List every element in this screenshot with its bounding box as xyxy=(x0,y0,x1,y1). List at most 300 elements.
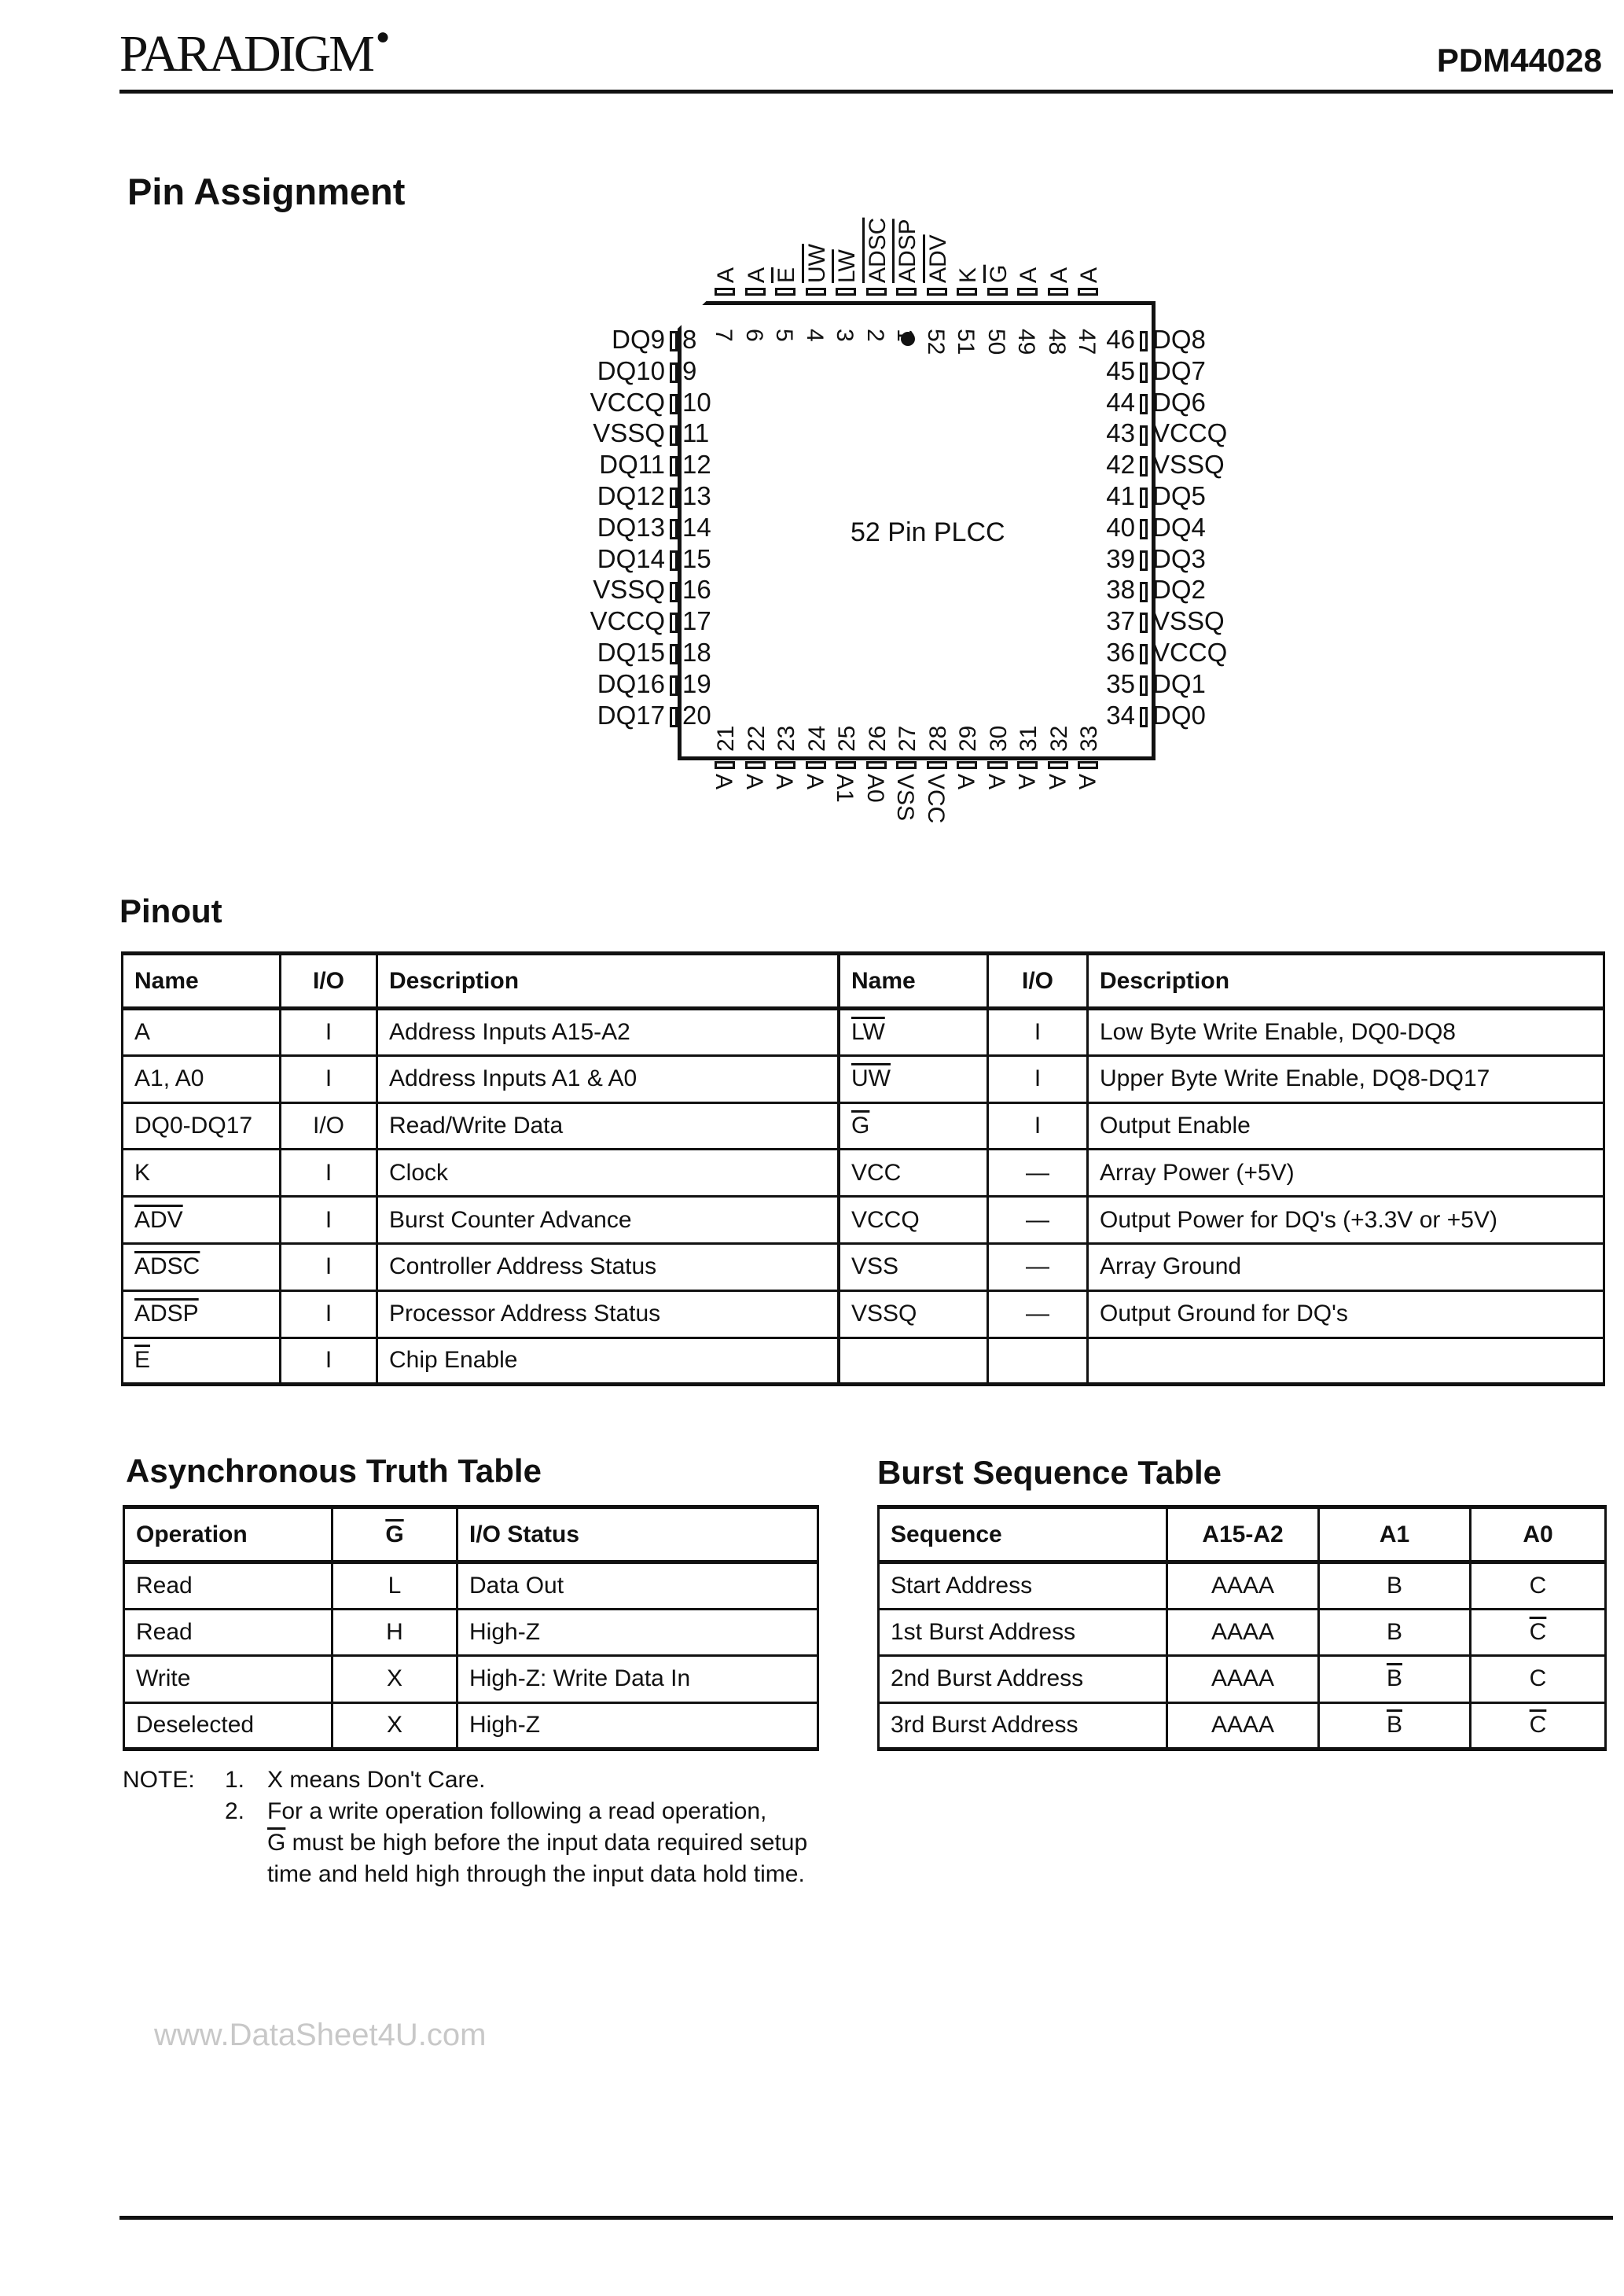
footer-divider xyxy=(119,2216,1613,2220)
pin-42 xyxy=(1100,449,1225,480)
io-cell: I xyxy=(281,1243,377,1290)
pin-number: 44 xyxy=(1106,387,1135,417)
pin-name: DQ12 xyxy=(597,481,665,510)
io-cell: I xyxy=(281,1197,377,1244)
note-line: For a write operation following a read operation, xyxy=(267,1798,767,1824)
pin-12 xyxy=(580,449,717,480)
brand-logo xyxy=(119,24,388,83)
pin-name: DQ2 xyxy=(1152,575,1206,605)
table-row xyxy=(123,1009,839,1056)
description-cell: Output Power for DQ's (+3.3V or +5V) xyxy=(1088,1197,1604,1244)
pin-16 xyxy=(580,574,717,605)
pin-number: 8 xyxy=(682,325,697,354)
pin-number: 15 xyxy=(682,543,711,573)
note-text xyxy=(267,1796,807,1890)
pin-pad-icon xyxy=(866,288,887,296)
pin-number: 13 xyxy=(682,481,711,510)
io-cell: I xyxy=(281,1009,377,1056)
operation-cell: Read xyxy=(124,1609,333,1656)
pin-name: $\overline{G}$ xyxy=(985,264,1012,283)
a15-a2-cell: AAAA xyxy=(1167,1609,1319,1656)
pin-pad-icon xyxy=(1140,425,1148,446)
pin-pad-icon xyxy=(1140,519,1148,539)
pin-name: A xyxy=(743,267,770,283)
col-header-g xyxy=(333,1507,457,1562)
pin-number: 35 xyxy=(1106,668,1135,698)
a1-cell xyxy=(1319,1702,1471,1750)
pin-pad-icon xyxy=(836,288,856,296)
pin-name-cell xyxy=(840,1243,988,1290)
pin-number: 19 xyxy=(682,668,711,698)
pin-pad-icon xyxy=(927,761,947,769)
pin-number: 30 xyxy=(985,725,1012,752)
notes-block xyxy=(123,1764,807,1890)
g-cell: H xyxy=(333,1609,457,1656)
pin-pad-icon xyxy=(1048,288,1068,296)
pin-name: A xyxy=(801,774,828,790)
pin-name: DQ16 xyxy=(597,668,665,698)
empty-cell xyxy=(840,1337,988,1385)
pin-number: 2 xyxy=(862,329,888,342)
pin-name: $\overline{ADV}$ xyxy=(134,1206,183,1233)
pin-name-cell xyxy=(123,1102,281,1150)
pin-number: 11 xyxy=(682,418,710,448)
empty-cell xyxy=(988,1337,1088,1385)
table-row xyxy=(124,1656,818,1703)
pin-35 xyxy=(1100,668,1206,700)
notes-label: NOTE: xyxy=(123,1767,195,1793)
pin-name-cell xyxy=(840,1055,988,1102)
pin-pad-icon xyxy=(1140,362,1148,383)
pin-name: A xyxy=(1043,774,1070,790)
description-cell: Address Inputs A15-A2 xyxy=(377,1009,839,1056)
a0-cell xyxy=(1471,1609,1606,1656)
pin-name: VSS xyxy=(892,774,918,822)
pin-37 xyxy=(1100,605,1225,637)
description-cell: Processor Address Status xyxy=(377,1290,839,1337)
pinout-table-left xyxy=(121,951,840,1386)
burst-sequence-table-title: Burst Sequence Table xyxy=(877,1454,1222,1491)
pin-number: 51 xyxy=(953,329,979,355)
a0-value: C xyxy=(1529,1665,1547,1692)
io-cell: — xyxy=(988,1243,1088,1290)
pin-name: DQ9 xyxy=(612,325,665,354)
pin-name: A xyxy=(1076,267,1102,283)
pin-number: 21 xyxy=(713,725,739,752)
pin-name: DQ4 xyxy=(1152,512,1206,542)
pin-number: 12 xyxy=(682,450,711,480)
pin-number: 10 xyxy=(682,387,711,417)
io-cell: I xyxy=(281,1290,377,1337)
pin-pad-icon xyxy=(987,288,1008,296)
io-cell: I xyxy=(281,1337,377,1385)
pin-name-cell xyxy=(840,1150,988,1197)
sequence-cell: Start Address xyxy=(879,1562,1167,1610)
io-cell: I xyxy=(988,1102,1088,1150)
pin-pad-icon xyxy=(1017,288,1038,296)
a1-value: $\overline{B}$ xyxy=(1386,1712,1402,1739)
package-label: 52 Pin PLCC xyxy=(851,517,1005,547)
pin-pad-icon xyxy=(670,644,678,664)
pin-name: $\overline{E}$ xyxy=(773,267,799,283)
a15-a2-cell: AAAA xyxy=(1167,1562,1319,1610)
pin-pad-icon xyxy=(670,675,678,696)
g-cell: X xyxy=(333,1702,457,1750)
a0-cell xyxy=(1471,1562,1606,1610)
io-cell: — xyxy=(988,1197,1088,1244)
pin-name: ADSP xyxy=(895,219,920,283)
pin-number: 32 xyxy=(1045,725,1072,752)
pin-name: VSS xyxy=(851,1253,899,1280)
pin-pad-icon xyxy=(836,761,856,769)
pin-pad-icon xyxy=(1140,675,1148,696)
table-row xyxy=(123,1290,839,1337)
pin-name-cell xyxy=(123,1009,281,1056)
pin-name-cell xyxy=(123,1243,281,1290)
pin-name: VSSQ xyxy=(593,418,665,448)
a15-a2-cell: AAAA xyxy=(1167,1656,1319,1703)
pin-number: 9 xyxy=(682,355,697,385)
g-bar-label: $\overline{G}$ xyxy=(385,1521,404,1547)
pin-number: 14 xyxy=(682,512,711,542)
pin-pad-icon xyxy=(1140,613,1148,633)
operation-cell: Write xyxy=(124,1656,333,1703)
pin-name: VCCQ xyxy=(590,606,665,636)
table-row xyxy=(879,1609,1606,1656)
io-cell: I xyxy=(988,1009,1088,1056)
table-row xyxy=(840,1197,1604,1244)
pin-number: 16 xyxy=(682,575,711,605)
a1-cell xyxy=(1319,1609,1471,1656)
pin-pad-icon xyxy=(957,761,977,769)
description-cell: Chip Enable xyxy=(377,1337,839,1385)
pin-number: 23 xyxy=(773,725,799,752)
col-header-a1: A1 xyxy=(1319,1507,1471,1562)
pin-number: 34 xyxy=(1106,700,1135,730)
pin-13 xyxy=(580,480,717,512)
table-row xyxy=(840,1102,1604,1150)
pin-34 xyxy=(1100,700,1206,731)
pin-number: 24 xyxy=(803,725,830,752)
watermark-text: www.DataSheet4U.com xyxy=(154,2018,487,2052)
description-cell: Array Ground xyxy=(1088,1243,1604,1290)
table-row xyxy=(840,1290,1604,1337)
pin-name: VSSQ xyxy=(1152,450,1225,480)
col-header-io: I/O xyxy=(281,954,377,1009)
pin-8 xyxy=(580,324,717,355)
note-text: X means Don't Care. xyxy=(267,1767,486,1793)
pin-39 xyxy=(1100,543,1206,575)
table-row xyxy=(879,1562,1606,1610)
pin-name: VSSQ xyxy=(1152,606,1225,636)
pin-name: A1, A0 xyxy=(134,1065,204,1092)
pin-number: 50 xyxy=(983,329,1009,355)
pin-number: 22 xyxy=(743,725,770,752)
table-row xyxy=(124,1609,818,1656)
pin-15 xyxy=(580,543,717,575)
pin-number: 49 xyxy=(1013,329,1039,355)
pin-number: 1 xyxy=(892,329,918,342)
pin-41 xyxy=(1100,480,1206,512)
pin-number: 36 xyxy=(1106,638,1135,667)
pin-name: DQ14 xyxy=(597,543,665,573)
pin-18 xyxy=(580,637,717,668)
pin-pad-icon xyxy=(745,288,766,296)
a0-cell xyxy=(1471,1656,1606,1703)
table-row xyxy=(123,1337,839,1385)
pin-pad-icon xyxy=(1140,707,1148,727)
pin-pad-icon xyxy=(715,288,735,296)
pin-pad-icon xyxy=(670,519,678,539)
async-truth-table xyxy=(123,1505,819,1751)
pin-number: 17 xyxy=(682,606,711,636)
part-number: PDM44028 xyxy=(1436,42,1602,79)
table-row xyxy=(123,1150,839,1197)
pin-number: 43 xyxy=(1106,418,1135,448)
g-bar-label: $\overline{G}$ xyxy=(267,1830,286,1856)
pin-number: 27 xyxy=(895,725,920,752)
pin-pad-icon xyxy=(957,288,977,296)
burst-sequence-table xyxy=(877,1505,1607,1751)
col-header-a0: A0 xyxy=(1471,1507,1606,1562)
table-row xyxy=(879,1702,1606,1750)
pin-pad-icon xyxy=(896,761,917,769)
col-header-io: I/O xyxy=(988,954,1088,1009)
pin-pad-icon xyxy=(1140,644,1148,664)
pin-10 xyxy=(580,387,717,418)
pin-name: DQ7 xyxy=(1152,355,1206,385)
pin-name: VCC xyxy=(851,1159,902,1186)
pin-name: DQ15 xyxy=(597,638,665,667)
pin-pad-icon xyxy=(806,288,826,296)
pin-number: 39 xyxy=(1106,543,1135,573)
pin-name: $\overline{LW}$ xyxy=(851,1018,885,1045)
pin-pad-icon xyxy=(1140,456,1148,476)
pin-pad-icon xyxy=(1078,761,1098,769)
pinout-title: Pinout xyxy=(119,892,222,929)
pin-pad-icon xyxy=(670,707,678,727)
note-number: 2. xyxy=(225,1798,245,1824)
description-cell: Upper Byte Write Enable, DQ8-DQ17 xyxy=(1088,1055,1604,1102)
operation-cell: Deselected xyxy=(124,1702,333,1750)
pin-pad-icon xyxy=(1078,288,1098,296)
pin-name: A xyxy=(1016,267,1042,283)
table-row xyxy=(840,1009,1604,1056)
pin-pad-icon xyxy=(670,582,678,602)
description-cell: Read/Write Data xyxy=(377,1102,839,1150)
empty-cell xyxy=(1088,1337,1604,1385)
pin-number: 52 xyxy=(922,329,949,355)
pin-pad-icon xyxy=(670,362,678,383)
pin-name: VCC xyxy=(922,774,949,824)
header-divider xyxy=(119,90,1613,94)
col-header-name: Name xyxy=(840,954,988,1009)
pin-name-cell xyxy=(123,1197,281,1244)
pin-pad-icon xyxy=(1048,761,1068,769)
pin-pad-icon xyxy=(1140,582,1148,602)
pin-number: 45 xyxy=(1106,355,1135,385)
pin-19 xyxy=(580,668,717,700)
sequence-cell: 1st Burst Address xyxy=(879,1609,1167,1656)
io-cell: — xyxy=(988,1290,1088,1337)
a0-value: $\overline{C}$ xyxy=(1529,1618,1547,1645)
pin-number: 48 xyxy=(1043,329,1070,355)
note-number: 1. xyxy=(225,1767,245,1793)
pin-number: 26 xyxy=(864,725,891,752)
pin-number: 46 xyxy=(1106,325,1135,354)
pin-number: 20 xyxy=(682,700,711,730)
pin-name: A xyxy=(953,774,979,790)
g-cell: L xyxy=(333,1562,457,1610)
g-cell: X xyxy=(333,1656,457,1703)
io-status-cell: Data Out xyxy=(457,1562,818,1610)
note-line: time and held high through the input data hold time. xyxy=(267,1861,805,1887)
pin-number: 4 xyxy=(801,329,828,342)
a1-cell xyxy=(1319,1562,1471,1610)
pin-9 xyxy=(580,355,717,387)
io-cell: — xyxy=(988,1150,1088,1197)
pin-name: ADSC xyxy=(864,217,891,283)
table-row xyxy=(123,1243,839,1290)
pin-name: A xyxy=(134,1018,151,1045)
pin-name: A xyxy=(983,774,1009,790)
io-cell: I xyxy=(281,1055,377,1102)
pin-name-cell xyxy=(840,1102,988,1150)
pin-name: VCCQ xyxy=(851,1206,920,1233)
pin-pad-icon xyxy=(1140,394,1148,414)
a1-value: B xyxy=(1386,1618,1402,1645)
pin-name: $\overline{ADV}$ xyxy=(924,234,951,283)
pin-name: A xyxy=(771,774,797,790)
pin-number: 42 xyxy=(1106,450,1135,480)
pin-pad-icon xyxy=(670,331,678,351)
pin-pad-icon xyxy=(670,550,678,571)
pin-36 xyxy=(1100,637,1227,668)
description-cell: Controller Address Status xyxy=(377,1243,839,1290)
pin-name: DQ6 xyxy=(1152,387,1206,417)
description-cell: Burst Counter Advance xyxy=(377,1197,839,1244)
pin-name: K xyxy=(955,267,981,283)
table-row xyxy=(123,1197,839,1244)
pin-name: A xyxy=(740,774,767,790)
pin-name: A1 xyxy=(832,774,858,803)
pin-name-cell xyxy=(840,1290,988,1337)
brand-text: PARADIGM xyxy=(119,25,373,83)
pin-name: A xyxy=(711,774,737,790)
pin-name: A xyxy=(1013,774,1039,790)
pin-pad-icon xyxy=(866,761,887,769)
pin-number: 38 xyxy=(1106,575,1135,605)
pin-name: $\overline{G}$ xyxy=(851,1112,870,1139)
pin-pad-icon xyxy=(745,761,766,769)
pin-name: DQ10 xyxy=(597,355,665,385)
pin-name-cell xyxy=(123,1055,281,1102)
pin-name: DQ3 xyxy=(1152,543,1206,573)
logo-dot-icon: ● xyxy=(375,24,388,50)
pin-name: VCCQ xyxy=(1152,638,1228,667)
pin-pad-icon xyxy=(670,488,678,508)
pin-name: DQ1 xyxy=(1152,668,1206,698)
table-row xyxy=(840,1150,1604,1197)
pin-name: DQ8 xyxy=(1152,325,1206,354)
description-cell: Array Power (+5V) xyxy=(1088,1150,1604,1197)
pin-name: VCCQ xyxy=(1152,418,1228,448)
table-row xyxy=(840,1243,1604,1290)
pin-number: 40 xyxy=(1106,512,1135,542)
pin-number: 5 xyxy=(771,329,797,342)
pin-name: $\overline{E}$ xyxy=(134,1347,151,1374)
pin-name: ADSP xyxy=(134,1301,199,1327)
pin-pad-icon xyxy=(927,288,947,296)
table-row xyxy=(124,1702,818,1750)
pin-name: K xyxy=(134,1159,151,1186)
pin-pad-icon xyxy=(775,288,795,296)
pin-pad-icon xyxy=(670,613,678,633)
pin-number: 3 xyxy=(832,329,858,342)
pin-name: ADSC xyxy=(134,1253,200,1280)
io-status-cell: High-Z xyxy=(457,1702,818,1750)
pin-number: 25 xyxy=(834,725,860,752)
pin-number: 47 xyxy=(1074,329,1100,355)
col-header-sequence: Sequence xyxy=(879,1507,1167,1562)
pin-name: $\overline{UW}$ xyxy=(851,1065,891,1092)
a0-cell xyxy=(1471,1702,1606,1750)
pin-number: 31 xyxy=(1016,725,1042,752)
description-cell: Clock xyxy=(377,1150,839,1197)
col-header-a15-a2: A15-A2 xyxy=(1167,1507,1319,1562)
async-truth-table-title: Asynchronous Truth Table xyxy=(126,1452,542,1489)
pin-name: VSSQ xyxy=(851,1301,917,1327)
pin-43 xyxy=(1100,418,1227,449)
pin-number: 29 xyxy=(955,725,981,752)
note-line: must be high before the input data required setup xyxy=(285,1830,808,1856)
pin-name: A xyxy=(1045,267,1072,283)
col-header-operation: Operation xyxy=(124,1507,333,1562)
a1-cell xyxy=(1319,1656,1471,1703)
pin-pad-icon xyxy=(775,761,795,769)
description-cell: Output Enable xyxy=(1088,1102,1604,1150)
io-cell: I xyxy=(281,1150,377,1197)
pin-name-cell xyxy=(123,1337,281,1385)
pin-pad-icon xyxy=(670,425,678,446)
description-cell: Output Ground for DQ's xyxy=(1088,1290,1604,1337)
pin-pad-icon xyxy=(1140,550,1148,571)
pin-number: 33 xyxy=(1076,725,1102,752)
pin-44 xyxy=(1100,387,1206,418)
description-cell: Low Byte Write Enable, DQ0-DQ8 xyxy=(1088,1009,1604,1056)
col-header-description: Description xyxy=(1088,954,1604,1009)
table-row xyxy=(879,1656,1606,1703)
sequence-cell: 2nd Burst Address xyxy=(879,1656,1167,1703)
pin-name: A xyxy=(1074,774,1100,790)
pin-pad-icon xyxy=(670,394,678,414)
table-row xyxy=(840,1055,1604,1102)
pin-number: 18 xyxy=(682,638,711,667)
pin-46 xyxy=(1100,324,1206,355)
pin-40 xyxy=(1100,512,1206,543)
pin-name: DQ0 xyxy=(1152,700,1206,730)
pin-name: DQ5 xyxy=(1152,481,1206,510)
a1-value: $\overline{B}$ xyxy=(1386,1665,1402,1692)
a1-value: B xyxy=(1386,1572,1402,1599)
pin-pad-icon xyxy=(670,456,678,476)
a0-value: $\overline{C}$ xyxy=(1529,1712,1547,1739)
pin-number: 6 xyxy=(740,329,767,342)
col-header-io-status: I/O Status xyxy=(457,1507,818,1562)
description-cell: Address Inputs A1 & A0 xyxy=(377,1055,839,1102)
pin-name-cell xyxy=(123,1150,281,1197)
table-row xyxy=(840,1337,1604,1385)
